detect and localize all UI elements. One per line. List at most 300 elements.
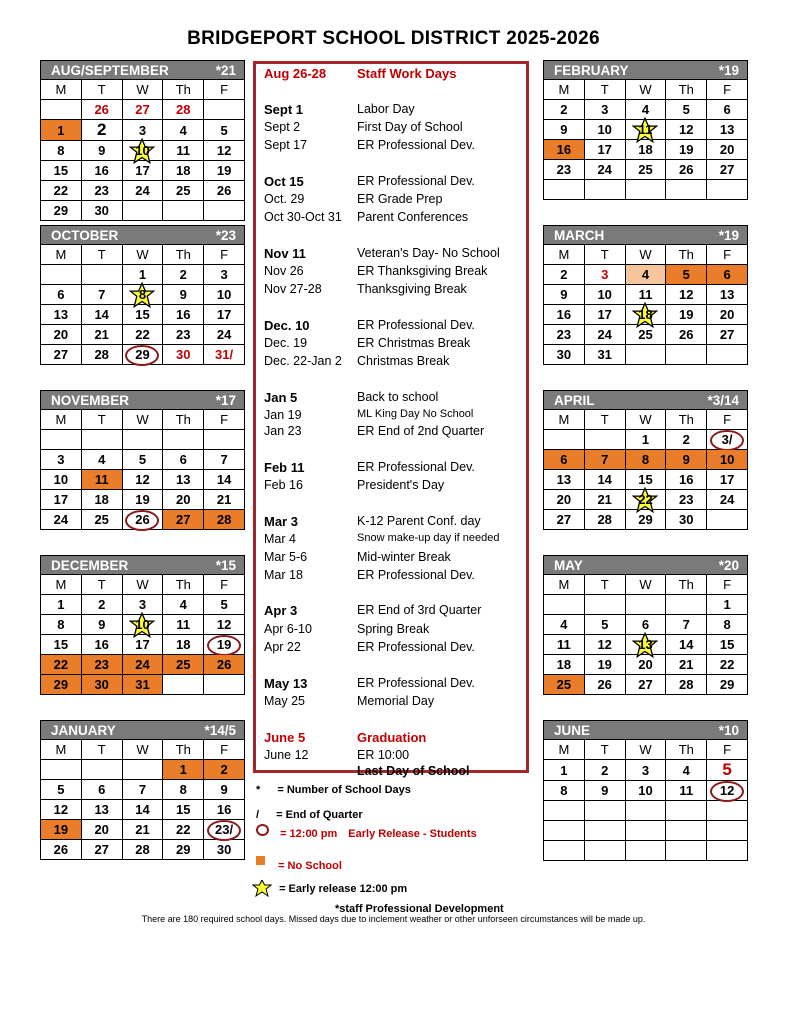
weekday-label: W [122,245,163,265]
day-number: 17 [135,163,150,178]
day-number: 11 [557,637,571,652]
day-number: 23 [176,327,191,342]
month-name: NOVEMBER [51,392,130,408]
day-cell [163,100,204,120]
event-text: Labor Day [357,102,415,116]
weekday-label: F [707,410,748,430]
day-cell [204,430,245,450]
day-cell [122,265,163,285]
day-cell [707,781,748,801]
day-number: 5 [682,267,690,282]
day-cell [122,450,163,470]
day-number: 22 [135,327,150,342]
day-number: 14 [679,637,694,652]
day-cell [544,120,585,140]
school-day-count: *17 [215,392,236,408]
event-date: Dec. 22-Jan 2 [264,354,342,368]
day-number: 10 [597,287,612,302]
day-number: 5 [57,782,65,797]
day-number: 27 [135,102,150,117]
month-name: MAY [554,557,583,573]
weekday-label: T [81,80,122,100]
day-number: 2 [682,432,690,447]
weekday-label: Th [666,245,707,265]
day-number: 4 [179,597,187,612]
day-cell [204,100,245,120]
legend-school-days-text: = Number of School Days [277,784,411,796]
day-number: 21 [679,657,694,672]
month-name: APRIL [554,392,595,408]
day-cell [584,160,625,180]
month-header [41,721,245,740]
event-text: Snow make-up day if needed [357,532,500,544]
day-number: 2 [220,762,228,777]
day-cell [163,265,204,285]
day-cell [122,120,163,141]
day-cell [81,780,122,800]
day-number: 25 [176,657,191,672]
calendar-december [40,555,245,695]
day-number: 6 [723,267,731,282]
day-cell [584,470,625,490]
weekday-label: M [544,740,585,760]
day-number: 24 [135,657,150,672]
weekday-label: F [707,575,748,595]
month-name: OCTOBER [51,227,119,243]
day-number: 28 [176,102,191,117]
day-number: 2 [96,120,107,139]
weekday-label: M [41,410,82,430]
day-cell [544,675,585,695]
day-number: 30 [216,842,232,857]
day-cell [81,325,122,345]
event-date: Sept 17 [264,138,308,152]
asterisk-symbol: * [256,784,261,796]
day-cell [163,450,204,470]
day-cell [41,615,82,635]
month-header [544,556,748,575]
event-date: Feb 16 [264,478,303,492]
day-cell [81,285,122,305]
day-number: 16 [216,802,232,817]
day-cell [81,201,122,221]
day-number: 26 [597,677,612,692]
day-cell [204,345,245,365]
event-text: Memorial Day [357,694,435,708]
day-cell [163,490,204,510]
day-cell [544,781,585,801]
circle-icon [256,824,269,836]
day-number: 23 [94,183,109,198]
event-text: ER Thanksgiving Break [357,264,488,278]
day-cell [204,285,245,305]
event-text: ER End of 2nd Quarter [357,424,485,438]
event-date: Mar 3 [264,514,298,529]
day-number: 25 [638,327,653,342]
day-number: 27 [176,512,191,527]
day-cell [41,450,82,470]
day-cell [584,781,625,801]
day-number: 12 [679,287,694,302]
day-number: 27 [638,677,653,692]
day-number: 31 [135,677,150,692]
day-cell [544,140,585,160]
day-number: 27 [719,162,735,177]
day-number: 12 [135,472,150,487]
day-number: 30 [94,203,109,218]
day-cell [584,655,625,675]
event-date: May 25 [264,694,305,708]
weekday-label: F [707,740,748,760]
day-number: 28 [679,677,694,692]
day-cell [707,265,748,285]
day-cell [81,595,122,615]
day-number: 29 [53,203,69,218]
day-number: 1 [560,762,568,778]
day-cell [666,470,707,490]
day-cell [707,675,748,695]
day-number: 9 [560,287,568,302]
event-text: ER Christmas Break [357,336,471,350]
day-number: 13 [719,122,735,137]
day-cell [584,265,625,285]
day-number: 15 [53,163,69,178]
day-cell [163,201,204,221]
day-cell [707,100,748,120]
day-cell [625,450,666,470]
day-cell [204,760,245,780]
day-number: 30 [679,512,694,527]
day-number: 5 [722,760,732,779]
day-number: 26 [679,327,694,342]
day-number: 26 [216,657,232,672]
calendar-may [543,555,748,695]
day-number: 20 [719,142,735,157]
day-cell [204,595,245,615]
day-cell [81,840,122,860]
weekday-label: F [204,410,245,430]
day-cell [163,655,204,675]
weekday-label: W [625,740,666,760]
day-cell [625,325,666,345]
event-date: Dec. 10 [264,318,310,333]
day-cell [41,345,82,365]
day-cell [122,635,163,655]
day-number: 26 [135,512,150,527]
day-cell [81,305,122,325]
weekday-label: F [204,575,245,595]
day-number: 18 [638,142,653,157]
weekday-label: M [544,410,585,430]
day-number: 30 [94,677,109,692]
day-cell [544,325,585,345]
day-number: 30 [556,347,572,362]
footer-note: There are 180 required school days. Missed days due to inclement weather or other unforseen circumstances will be made up. [141,914,646,924]
day-number: 6 [641,617,650,632]
event-date: Oct 15 [264,174,304,189]
legend-no-school-text: = No School [278,860,342,872]
day-number: 19 [679,142,694,157]
month-name: JUNE [554,722,591,738]
day-cell [707,760,748,781]
day-number: 3 [641,762,650,778]
month-name: MARCH [554,227,605,243]
day-number: 1 [641,432,650,447]
day-number: 23 [679,492,694,507]
day-number: 2 [560,267,568,282]
day-cell [81,161,122,181]
day-number: 1 [138,267,147,282]
day-number: 21 [597,492,612,507]
day-number: 27 [53,347,69,362]
day-number: 26 [216,183,232,198]
day-number: 24 [53,512,69,527]
day-cell [584,615,625,635]
day-cell [204,161,245,181]
day-cell [584,430,625,450]
day-cell [163,285,204,305]
day-cell [707,430,748,450]
day-number: 8 [138,287,147,302]
day-cell [625,120,666,140]
day-number: 13 [719,287,735,302]
day-number: 5 [682,102,690,117]
day-number: 27 [94,842,109,857]
day-number: 8 [723,617,731,632]
day-cell [41,201,82,221]
day-number: 19 [597,657,612,672]
day-number: 7 [601,452,609,467]
day-cell [41,305,82,325]
legend-early-release-time: = 12:00 pm [280,828,338,840]
day-cell [584,450,625,470]
day-number: 14 [597,472,612,487]
day-cell [122,490,163,510]
day-cell [666,781,707,801]
weekday-label: M [41,80,82,100]
month-header [41,556,245,575]
legend-staff: *staff Professional Development [335,903,504,915]
day-number: 22 [719,657,735,672]
day-number: 19 [135,492,150,507]
event-date: Nov 27-28 [264,282,322,296]
day-number: 12 [719,783,735,798]
day-cell [707,490,748,510]
day-cell [163,470,204,490]
day-cell [584,841,625,861]
day-cell [707,160,748,180]
day-cell [666,490,707,510]
day-number: 20 [556,492,572,507]
day-number: 3 [57,452,65,467]
day-cell [41,430,82,450]
day-cell [544,160,585,180]
weekday-label: Th [163,575,204,595]
calendar-october [40,225,245,365]
month-name: FEBRUARY [554,62,629,78]
day-cell [204,510,245,530]
day-cell [81,800,122,820]
day-cell [204,635,245,655]
weekday-label: T [584,740,625,760]
day-number: 23/ [215,822,234,837]
day-cell [81,450,122,470]
weekday-label: M [544,575,585,595]
event-date: Nov 26 [264,264,304,278]
day-number: 24 [719,492,735,507]
day-cell [544,821,585,841]
day-cell [122,760,163,780]
day-cell [544,100,585,120]
day-cell [707,470,748,490]
day-cell [666,305,707,325]
day-number: 15 [176,802,191,817]
day-cell [707,140,748,160]
day-number: 16 [94,163,109,178]
day-cell [41,285,82,305]
event-text: President's Day [357,478,445,492]
day-number: 22 [176,822,191,837]
day-number: 22 [53,183,69,198]
day-number: 11 [176,143,191,158]
event-date: Nov 11 [264,246,306,261]
day-cell [122,595,163,615]
day-number: 23 [556,327,572,342]
day-number: 1 [723,597,731,612]
day-number: 17 [597,307,612,322]
day-cell [204,675,245,695]
day-cell [81,345,122,365]
month-name: AUG/SEPTEMBER [51,62,169,78]
day-cell [204,490,245,510]
calendar-aug-sep [40,60,245,221]
weekday-label: T [584,410,625,430]
legend-end-quarter [256,809,363,821]
day-number: 19 [53,822,69,837]
day-cell [122,675,163,695]
month-name: DECEMBER [51,557,129,573]
day-number: 2 [601,762,609,778]
day-number: 24 [135,183,150,198]
day-number: 18 [94,492,109,507]
day-cell [163,615,204,635]
day-cell [163,635,204,655]
day-cell [81,615,122,635]
weekday-label: T [584,245,625,265]
day-number: 26 [94,102,109,117]
day-cell [625,100,666,120]
day-cell [625,821,666,841]
weekday-label: Th [163,410,204,430]
day-cell [544,265,585,285]
calendar-march [543,225,748,365]
day-cell [122,800,163,820]
day-number: 29 [176,842,191,857]
month-header [41,61,245,80]
day-cell [584,345,625,365]
weekday-label: W [122,80,163,100]
day-number: 8 [57,143,65,158]
weekday-label: W [625,80,666,100]
day-number: 16 [556,142,572,157]
event-text: Parent Conferences [357,210,469,224]
day-number: 28 [597,512,612,527]
event-date: June 12 [264,748,309,762]
day-number: 24 [597,162,612,177]
day-number: 10 [597,122,612,137]
day-cell [707,450,748,470]
event-date: Sept 1 [264,102,304,117]
day-cell [41,141,82,161]
day-cell [81,490,122,510]
day-number: 2 [179,267,187,282]
day-cell [666,325,707,345]
day-number: 31 [597,347,612,362]
day-number: 8 [57,617,65,632]
day-number: 30 [176,347,191,362]
day-cell [544,635,585,655]
day-number: 12 [679,122,694,137]
day-cell [122,161,163,181]
day-cell [544,450,585,470]
day-cell [41,490,82,510]
weekday-label: T [81,245,122,265]
day-number: 3 [601,102,609,117]
day-number: 17 [216,307,232,322]
day-cell [81,141,122,161]
weekday-label: F [707,245,748,265]
day-number: 12 [216,617,232,632]
day-number: 19 [679,307,694,322]
day-number: 5 [220,597,228,612]
day-cell [41,120,82,141]
weekday-label: T [584,575,625,595]
day-number: 9 [179,287,187,302]
school-day-count: *10 [718,722,739,738]
day-cell [625,180,666,200]
day-cell [81,120,122,141]
day-cell [584,120,625,140]
day-number: 13 [638,637,653,652]
day-cell [666,801,707,821]
day-cell [707,180,748,200]
day-cell [584,510,625,530]
day-number: 8 [179,782,187,797]
day-cell [204,655,245,675]
day-cell [584,635,625,655]
weekday-label: W [122,575,163,595]
day-cell [707,821,748,841]
day-cell [41,675,82,695]
day-number: 27 [719,327,735,342]
month-header [41,391,245,410]
day-number: 3 [138,597,147,612]
day-number: 24 [597,327,612,342]
day-cell [707,305,748,325]
event-text: ER Professional Dev. [357,174,475,188]
event-date: Mar 5-6 [264,550,308,564]
day-number: 28 [216,512,232,527]
day-cell [584,821,625,841]
event-date: May 13 [264,676,308,691]
day-number: 20 [94,822,109,837]
day-number: 15 [53,637,69,652]
event-date: Apr 3 [264,603,298,618]
day-cell [666,120,707,140]
legend-no-school [256,860,342,872]
day-number: 16 [679,472,694,487]
day-cell [204,780,245,800]
